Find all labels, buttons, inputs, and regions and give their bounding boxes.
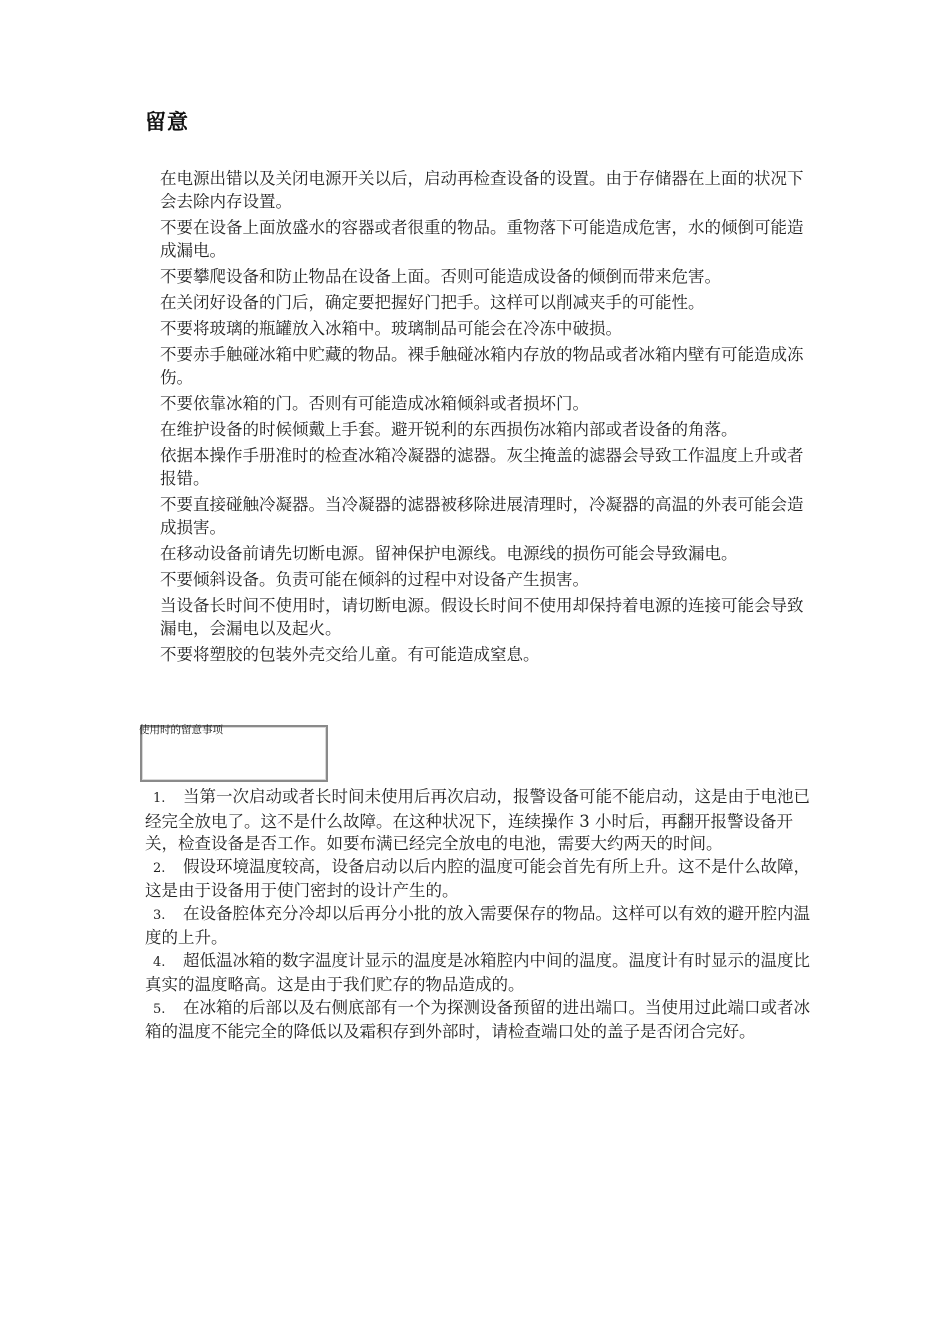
caution-item: 不要在设备上面放盛水的容器或者很重的物品。重物落下可能造成危害，水的倾倒可能造成漏电。: [160, 218, 804, 260]
item-number: 3.: [153, 907, 166, 923]
caution-item: 在移动设备前请先切断电源。留神保护电源线。电源线的损伤可能会导致漏电。: [160, 544, 738, 563]
item-text: 假设环境温度较高，设备启动以后内腔的温度可能会首先有所上升。这不是什么故障，这是由于设备用于使门密封的设计产生的。: [145, 856, 810, 900]
item-number: 4.: [153, 954, 166, 970]
usage-item: [145, 856, 815, 903]
caution-item: 当设备长时间不使用时，请切断电源。假设长时间不使用却保持着电源的连接可能会导致漏电，会漏电以及起火。: [160, 596, 804, 638]
usage-notes-list: [145, 786, 815, 1044]
usage-item: [145, 786, 815, 856]
caution-item: 不要直接碰触冷凝器。当冷凝器的滤器被移除进展清理时，冷凝器的高温的外表可能会造成损害。: [160, 495, 804, 537]
caution-item: 在电源出错以及关闭电源开关以后，启动再检查设备的设置。由于存储器在上面的状况下会去除内存设置。: [160, 169, 804, 211]
item-number: 5.: [153, 1001, 166, 1017]
caution-item: 在维护设备的时候倾戴上手套。避开锐利的东西损伤冰箱内部或者设备的角落。: [160, 420, 738, 439]
caution-item: 不要依靠冰箱的门。否则有可能造成冰箱倾斜或者损坏门。: [160, 394, 589, 413]
item-text: 当第一次启动或者长时间未使用后再次启动，报警设备可能不能启动，这是由于电池已经完全放电了。这不是什么故障。在这种状况下，连续操作 3 小时后，再翻开报警设备开关，检查设备是否工作。如要布满已经完全放电的电池，需要大约两天的时间。: [145, 787, 810, 853]
item-text: 超低温冰箱的数字温度计显示的温度是冰箱腔内中间的温度。温度计有时显示的温度比真实的温度略高。这是由于我们贮存的物品造成的。: [145, 950, 810, 994]
section-header-label: 使用时的留意事项: [139, 724, 223, 736]
caution-item: 在关闭好设备的门后，确定要把握好门把手。这样可以削减夹手的可能性。: [160, 293, 705, 312]
item-text: 在冰箱的后部以及右侧底部有一个为探测设备预留的进出端口。当使用过此端口或者冰箱的温度不能完全的降低以及霜积存到外部时，请检查端口处的盖子是否闭合完好。: [145, 997, 810, 1041]
caution-list: [160, 167, 810, 669]
caution-item: 不要将塑胶的包装外壳交给儿童。有可能造成窒息。: [160, 645, 540, 664]
item-number: 1.: [153, 791, 166, 806]
item-number: 2.: [153, 860, 166, 876]
page-title: 留意: [145, 110, 189, 134]
usage-item: [145, 997, 815, 1044]
caution-item: 不要倾斜设备。负责可能在倾斜的过程中对设备产生损害。: [160, 570, 589, 589]
caution-item: 依据本操作手册准时的检查冰箱冷凝器的滤器。灰尘掩盖的滤器会导致工作温度上升或者报错。: [160, 446, 804, 488]
caution-item: 不要赤手触碰冰箱中贮藏的物品。裸手触碰冰箱内存放的物品或者冰箱内壁有可能造成冻伤。: [160, 345, 804, 387]
caution-item: 不要攀爬设备和防止物品在设备上面。否则可能造成设备的倾倒而带来危害。: [160, 267, 721, 286]
item-text: 在设备腔体充分冷却以后再分小批的放入需要保存的物品。这样可以有效的避开腔内温度的上升。: [145, 903, 810, 947]
usage-item: [145, 903, 815, 950]
caution-item: 不要将玻璃的瓶罐放入冰箱中。玻璃制品可能会在冷冻中破损。: [160, 319, 622, 338]
usage-item: [145, 950, 815, 997]
